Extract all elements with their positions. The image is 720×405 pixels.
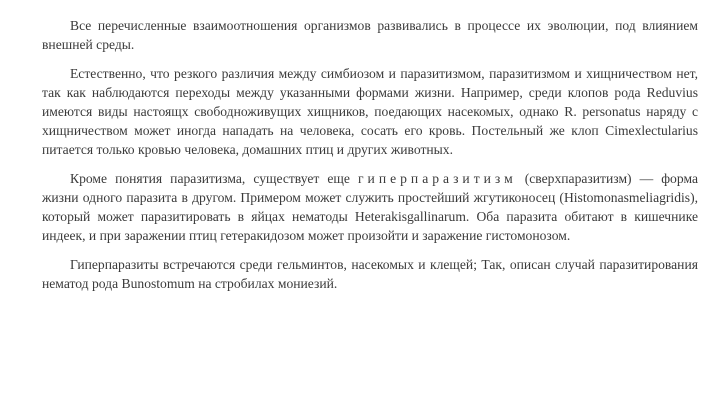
hyperparasitism-term: гиперпаразитизм xyxy=(357,171,517,186)
paragraph-hyperparasites: Гиперпаразиты встречаются среди гельминтов, насекомых и клещей; Так, описан случай паразитирования нематод рода Bunostomum на стробилах мониезий. xyxy=(42,257,698,291)
paragraph-evolution: Все перечисленные взаимоотношения организмов развивались в процессе их эволюции, под влиянием внешней среды. xyxy=(42,18,698,52)
paragraph-symbiosis-parasitism: Естественно, что резкого различия между симбиозом и паразитизмом, паразитизмом и хищничеством нет, так как наблюдаются переходы между указанными формами жизни. Например, среди клопов рода Reduvius имеются виды настоящх свободноживущих хищников, поедающих насекомых, однако R. personatus наряду с хищничеством может иногда нападать на человека, сосать его кровь. Постельный же клоп Cimexlectularius питается только кровью человека, домашних птиц и других животных. xyxy=(42,66,698,157)
document-body xyxy=(42,16,698,293)
paragraph-hyperparasitism xyxy=(42,169,698,245)
hyperparasitism-rest-text: (сверхпаразитизм) — форма жизни одного паразита в другом. Примером может служить простейший жгутиконосец (Histomonasmeliagridis), который может паразитировать в яйцах нематоды Heterakisgallinarum. Оба паразита обитают в кишечнике индеек, и при заражении птиц гетеракидозом может произойти и заражение гистомонозом. xyxy=(42,171,698,243)
hyperparasitism-intro-text: Кроме понятия паразитизма, существует еще xyxy=(70,171,358,186)
